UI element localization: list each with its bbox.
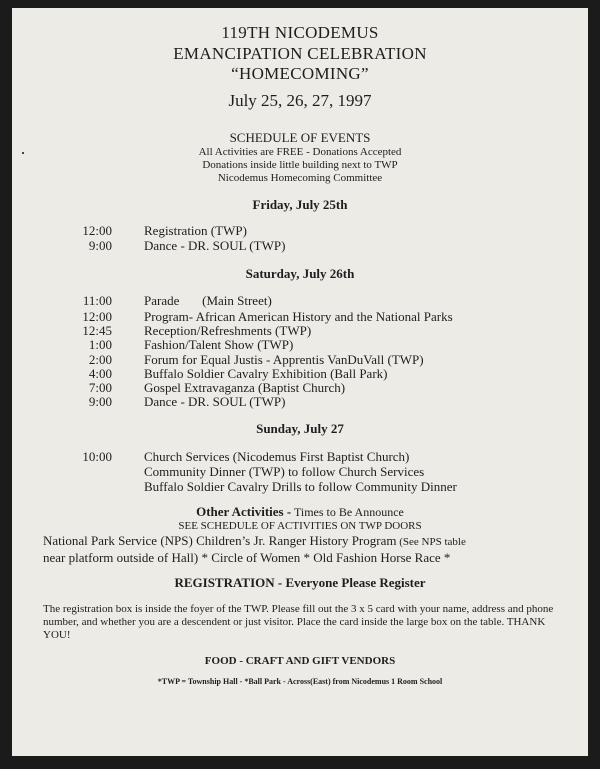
- document-page: [12, 8, 588, 756]
- event-description: Program- African American History and the National Parks: [144, 309, 453, 324]
- event-time: 2:00: [88, 352, 112, 367]
- nps-program-aside: (See NPS table: [396, 536, 466, 548]
- event-description: Parade (Main Street): [144, 293, 272, 308]
- event-time: 10:00: [82, 449, 112, 464]
- day-heading-friday: Friday, July 25th: [252, 197, 348, 212]
- event-time: 9:00: [88, 394, 112, 409]
- intro-line-1: All Activities are FREE - Donations Accepted: [198, 146, 402, 158]
- event-time: 9:00: [88, 238, 112, 253]
- event-description: Church Services (Nicodemus First Baptist Church): [144, 449, 410, 464]
- event-description: Buffalo Soldier Cavalry Drills to follow Community Dinner: [144, 479, 457, 494]
- intro-line-3: Nicodemus Homecoming Committee: [217, 172, 383, 184]
- event-description: Gospel Extravaganza (Baptist Church): [144, 380, 346, 395]
- event-time: 11:00: [82, 293, 112, 308]
- vendors-heading: FOOD - CRAFT AND GIFT VENDORS: [204, 655, 396, 667]
- title-line-1: 119TH NICODEMUS: [221, 23, 379, 42]
- see-schedule-note: SEE SCHEDULE OF ACTIVITIES ON TWP DOORS: [178, 520, 422, 532]
- nps-program-line-2: near platform outside of Hall) * Circle of Women * Old Fashion Horse Race *: [43, 550, 451, 565]
- intro-line-2: Donations inside little building next to TWP: [202, 159, 398, 171]
- event-description: Community Dinner (TWP) to follow Church Services: [144, 464, 425, 479]
- event-description: Dance - DR. SOUL (TWP): [144, 238, 286, 253]
- nps-program-text: [43, 533, 563, 565]
- event-dates: July 25, 26, 27, 1997: [228, 91, 372, 110]
- event-description: Forum for Equal Justis - Apprentis VanDuVall (TWP): [144, 352, 424, 367]
- title-line-2: EMANCIPATION CELEBRATION: [173, 44, 427, 63]
- day-heading-saturday: Saturday, July 26th: [245, 266, 355, 281]
- event-time: 1:00: [88, 337, 112, 352]
- event-description: Reception/Refreshments (TWP): [144, 323, 312, 338]
- nps-program-main: National Park Service (NPS) Children’s Jr. Ranger History Program: [43, 533, 397, 548]
- registration-heading: REGISTRATION - Everyone Please Register: [174, 575, 426, 590]
- day-heading-sunday: Sunday, July 27: [256, 421, 344, 436]
- event-description: Buffalo Soldier Cavalry Exhibition (Ball Park): [144, 366, 388, 381]
- event-time: 7:00: [88, 380, 112, 395]
- other-activities-note: Times to Be Announce: [291, 505, 404, 519]
- schedule-heading: SCHEDULE OF EVENTS: [229, 130, 371, 145]
- other-activities-line: [12, 504, 588, 520]
- event-description: Dance - DR. SOUL (TWP): [144, 394, 286, 409]
- event-time: 12:00: [82, 309, 112, 324]
- title-line-3: “HOMECOMING”: [231, 64, 369, 83]
- event-time: 4:00: [88, 366, 112, 381]
- event-description: Registration (TWP): [144, 223, 247, 238]
- registration-instructions: The registration box is inside the foyer of the TWP. Please fill out the 3 x 5 card with your name, address and phone number, and whether you are a descendent or just visitor. Place the card inside the large box on the table. THANK YOU!: [43, 603, 554, 641]
- event-time: 12:00: [82, 223, 112, 238]
- event-time: 12:45: [82, 323, 112, 338]
- event-description: Fashion/Talent Show (TWP): [144, 337, 294, 352]
- footnote: *TWP = Township Hall - *Ball Park - Across(East) from Nicodemus 1 Room School: [157, 677, 443, 686]
- other-activities-heading: Other Activities -: [196, 504, 292, 519]
